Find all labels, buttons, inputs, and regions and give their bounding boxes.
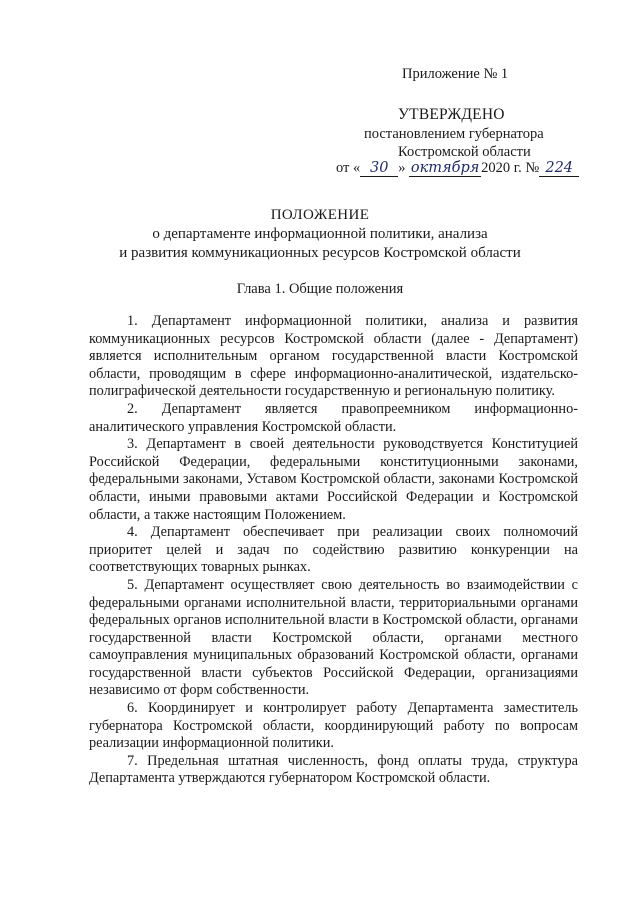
title-heading: ПОЛОЖЕНИЕ (270, 207, 370, 223)
paragraph-3: 3. Департамент в своей деятельности руководствуется Конституцией Российской Федерации, федеральными конституционными законами, федеральными законами, Уставом Костромской области, законами Костромской области, иными правовыми актами Российской Федерации и Костромской области, а также настоящим Положением. (89, 436, 578, 523)
date-month-handwritten: октября (410, 160, 480, 176)
document-title (0, 206, 640, 263)
paragraph-7: 7. Предельная штатная численность, фонд оплаты труда, структура Департамента утверждаются губернатором Костромской области. (89, 752, 578, 787)
paragraph-1: 1. Департамент информационной политики, анализа и развития коммуникационных ресурсов Костромской области (далее - Департамент) является исполнительным органом государственной власти Костромской области, проводящим в сфере информационно-аналитической, издательско-полиграфической деятельности государственную и региональную политику. (89, 313, 578, 400)
decree-date-line (336, 160, 579, 177)
date-day-handwritten: 30 (360, 160, 398, 177)
title-subline-2: и развития коммуникационных ресурсов Костромской области (119, 245, 521, 261)
decree-line: постановлением губернатора (364, 126, 544, 142)
paragraph-2: 2. Департамент является правопреемником информационно-аналитического управления Костромской области. (89, 400, 578, 435)
date-year: 2020 г. № (481, 160, 540, 176)
date-mid: » (398, 160, 406, 176)
appendix-label: Приложение № 1 (402, 66, 509, 82)
document-body (89, 313, 578, 788)
paragraph-5: 5. Департамент осуществляет свою деятельность во взаимодействии с федеральными органами исполнительной власти, территориальными органами федеральных органов исполнительной власти в Костромской области, органами государственной власти Костромской области, органами местного самоуправления муниципальных образований Костромской области, органами государственной власти субъектов Российской Федерации, организациями независимо от форм собственности. (89, 576, 578, 699)
chapter-heading: Глава 1. Общие положения (236, 281, 404, 297)
paragraph-6: 6. Координирует и контролирует работу Департамента заместитель губернатора Костромской области, координирующий работу по вопросам реализации информационной политики. (89, 700, 578, 752)
approved-stamp-text: УТВЕРЖДЕНО (398, 106, 505, 123)
date-prefix: от « (336, 160, 361, 176)
decree-number-handwritten: 224 (539, 160, 579, 177)
title-subline-1: о департаменте информационной политики, анализа (152, 226, 488, 242)
region-line: Костромской области (398, 144, 531, 160)
paragraph-4: 4. Департамент обеспечивает при реализации своих полномочий приоритет целей и задач по содействию развитию конкуренции на соответствующих товарных рынках. (89, 524, 578, 576)
